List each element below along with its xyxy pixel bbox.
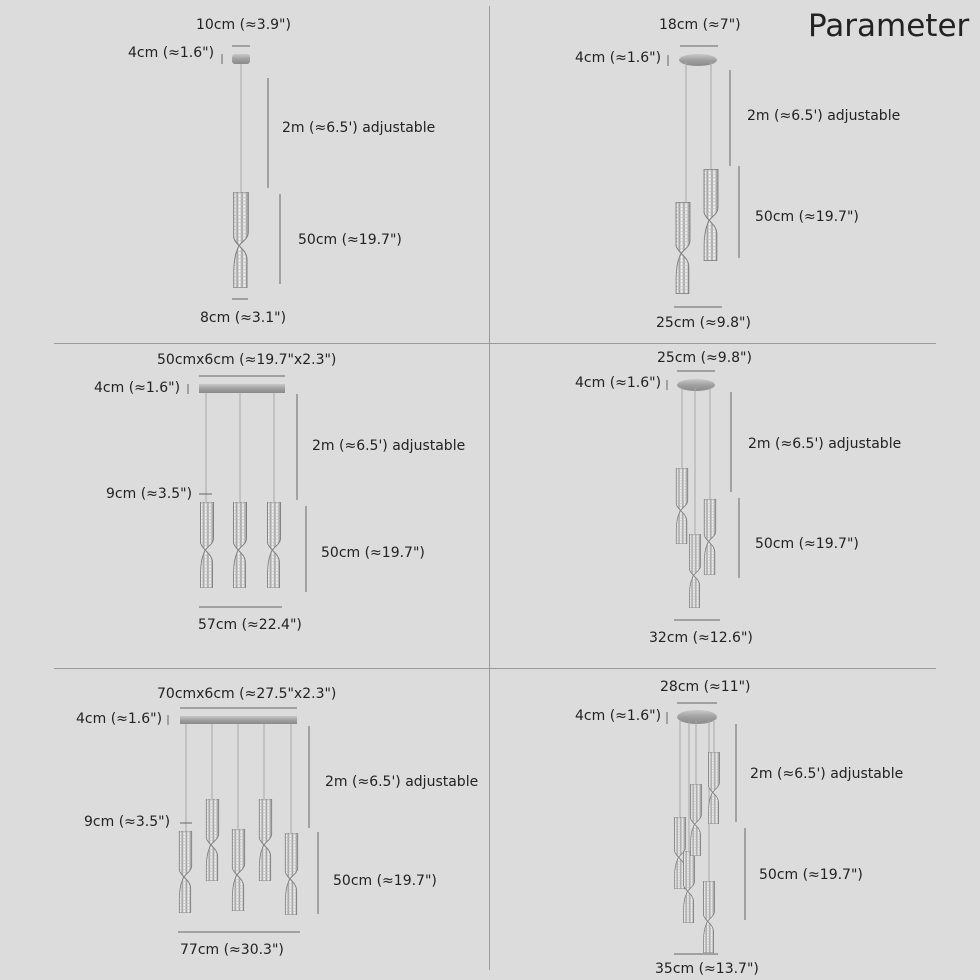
crystal-pendant	[704, 881, 715, 953]
crystal-pendant	[234, 502, 247, 588]
overall-width-label: 77cm (≈30.3")	[180, 942, 284, 958]
crystal-pendant	[691, 784, 702, 856]
crystal-pendant	[704, 499, 715, 575]
canopy-width-label: 50cmx6cm (≈19.7"x2.3")	[157, 352, 337, 368]
canopy-height-label: 4cm (≈1.6")	[575, 50, 662, 66]
cable-length-label: 2m (≈6.5') adjustable	[747, 108, 901, 124]
canopy-height-label: 4cm (≈1.6")	[575, 375, 662, 391]
canopy-height-label: 4cm (≈1.6")	[575, 708, 662, 724]
canopy-width-label: 18cm (≈7")	[659, 17, 741, 33]
fixture-round-5	[667, 703, 745, 954]
canopy	[199, 384, 285, 393]
canopy-height-label: 4cm (≈1.6")	[128, 45, 215, 61]
canopy	[180, 716, 297, 724]
crystal-pendant	[206, 799, 218, 881]
canopy-width-label: 70cmx6cm (≈27.5"x2.3")	[157, 686, 337, 702]
pendant-height-label: 50cm (≈19.7")	[333, 873, 437, 889]
overall-width-label: 8cm (≈3.1")	[200, 310, 287, 326]
canopy-width-label: 25cm (≈9.8")	[657, 350, 752, 366]
canopy	[677, 710, 717, 724]
canopy-height-label: 4cm (≈1.6")	[94, 380, 181, 396]
crystal-pendant	[684, 851, 695, 923]
crystal-pendant	[676, 202, 690, 293]
overall-width-label: 35cm (≈13.7")	[655, 961, 759, 977]
gap-label: 9cm (≈3.5")	[106, 486, 193, 502]
crystal-pendant	[268, 502, 281, 588]
crystal-pendant	[285, 833, 297, 915]
cable-length-label: 2m (≈6.5') adjustable	[325, 774, 479, 790]
crystal-pendant	[689, 534, 700, 608]
fixture-round-3	[667, 371, 739, 620]
cable-length-label: 2m (≈6.5') adjustable	[312, 438, 466, 454]
pendant-height-label: 50cm (≈19.7")	[755, 209, 859, 225]
cable-length-label: 2m (≈6.5') adjustable	[750, 766, 904, 782]
fixture-linear-5	[168, 708, 318, 932]
canopy	[232, 54, 250, 64]
canopy-width-label: 10cm (≈3.9")	[196, 17, 291, 33]
crystal-pendant	[259, 799, 271, 881]
overall-width-label: 25cm (≈9.8")	[656, 315, 751, 331]
crystal-pendant	[179, 831, 191, 913]
overall-width-label: 32cm (≈12.6")	[649, 630, 753, 646]
page-title: Parameter	[808, 8, 970, 44]
pendant-height-label: 50cm (≈19.7")	[755, 536, 859, 552]
cable-length-label: 2m (≈6.5') adjustable	[748, 436, 902, 452]
fixture-linear-3	[188, 376, 306, 607]
canopy-height-label: 4cm (≈1.6")	[76, 711, 163, 727]
canopy	[677, 379, 715, 391]
crystal-pendant	[234, 192, 248, 288]
gap-label: 9cm (≈3.5")	[84, 814, 171, 830]
fixture-double	[668, 46, 739, 307]
crystal-pendant	[676, 468, 687, 544]
crystal-pendant	[709, 752, 720, 824]
pendant-height-label: 50cm (≈19.7")	[298, 232, 402, 248]
fixture-single	[222, 46, 280, 299]
crystal-pendant	[704, 169, 718, 260]
pendant-height-label: 50cm (≈19.7")	[759, 867, 863, 883]
canopy-width-label: 28cm (≈11")	[660, 679, 751, 695]
crystal-pendant	[232, 829, 244, 911]
overall-width-label: 57cm (≈22.4")	[198, 617, 302, 633]
cable-length-label: 2m (≈6.5') adjustable	[282, 120, 436, 136]
crystal-pendant	[201, 502, 214, 588]
pendant-height-label: 50cm (≈19.7")	[321, 545, 425, 561]
